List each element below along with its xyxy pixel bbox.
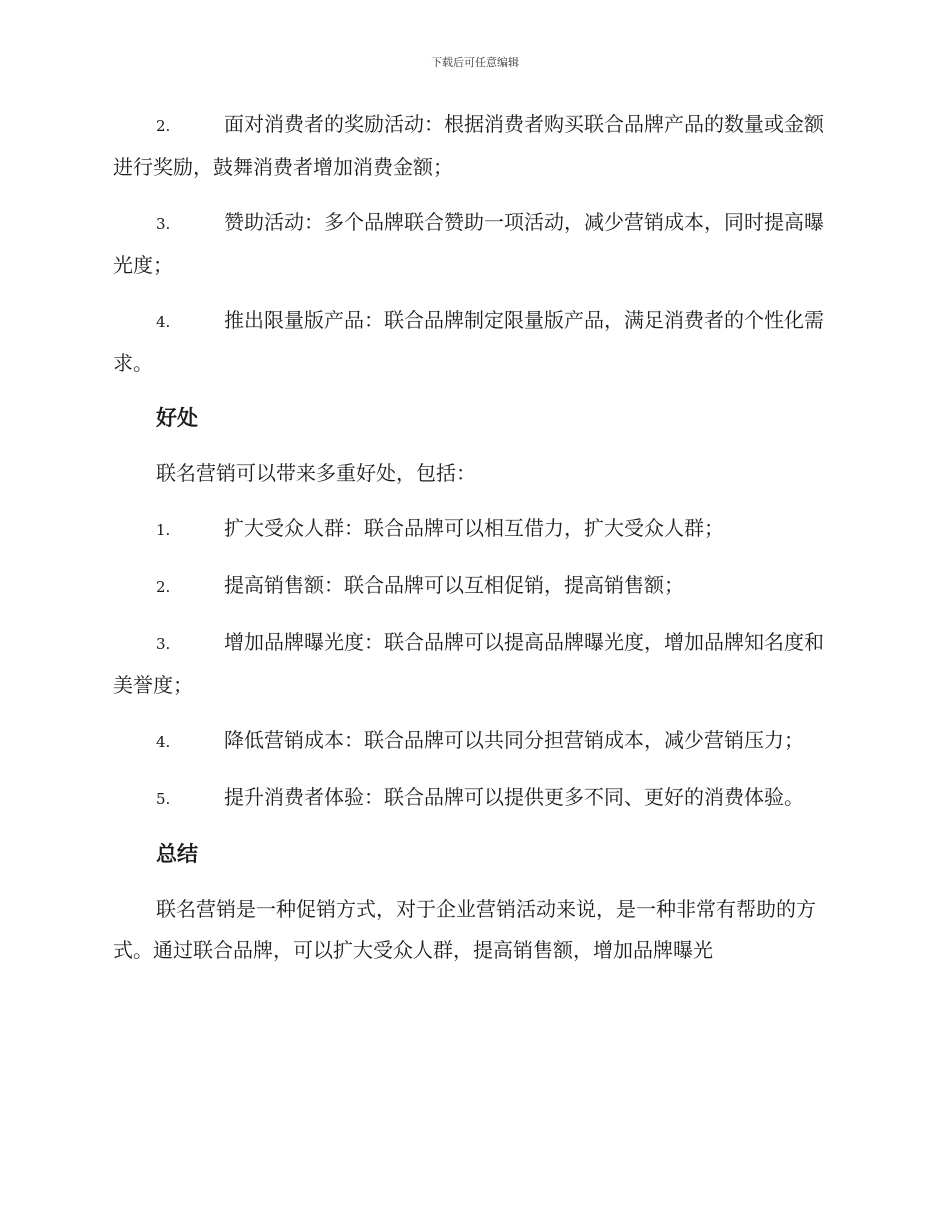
document-body xyxy=(113,104,835,985)
list-item xyxy=(113,777,835,820)
list-item-text: 赞助活动：多个品牌联合赞助一项活动，减少营销成本，同时提高曝光度； xyxy=(113,210,824,277)
summary-paragraph: 联名营销是一种促销方式，对于企业营销活动来说，是一种非常有帮助的方式。通过联合品牌，可以扩大受众人群，提高销售额，增加品牌曝光 xyxy=(113,897,816,962)
list-item-number: 4. xyxy=(156,313,171,331)
list-item xyxy=(113,104,835,188)
list-item-number: 3. xyxy=(156,215,171,233)
list-item-text: 推出限量版产品：联合品牌制定限量版产品，满足消费者的个性化需求。 xyxy=(113,308,824,375)
list-item-text: 面对消费者的奖励活动：根据消费者购买联合品牌产品的数量或金额进行奖励，鼓舞消费者增加消费金额； xyxy=(113,112,824,179)
list-item-number: 3. xyxy=(156,635,171,653)
benefits-intro: 联名营销可以带来多重好处，包括： xyxy=(156,461,476,485)
section-heading-benefits: 好处 xyxy=(156,406,198,430)
list-item xyxy=(113,720,835,763)
header-note: 下载后可任意编辑 xyxy=(431,56,519,69)
list-item-number: 5. xyxy=(156,790,171,808)
list-item xyxy=(113,565,835,608)
list-item-text: 扩大受众人群：联合品牌可以相互借力，扩大受众人群； xyxy=(224,516,724,540)
list-item-number: 4. xyxy=(156,733,171,751)
section-heading-summary: 总结 xyxy=(156,842,198,866)
list-item-text: 降低营销成本：联合品牌可以共同分担营销成本，减少营销压力； xyxy=(224,728,804,752)
list-item-number: 2. xyxy=(156,117,171,135)
list-item xyxy=(113,300,835,384)
list-item-text: 提高销售额：联合品牌可以互相促销，提高销售额； xyxy=(224,573,684,597)
list-item xyxy=(113,508,835,551)
list-item-text: 增加品牌曝光度：联合品牌可以提高品牌曝光度，增加品牌知名度和美誉度； xyxy=(113,630,824,697)
list-item xyxy=(113,202,835,286)
list-item xyxy=(113,622,835,706)
list-item-number: 2. xyxy=(156,578,171,596)
list-item-number: 1. xyxy=(156,521,171,539)
list-item-text: 提升消费者体验：联合品牌可以提供更多不同、更好的消费体验。 xyxy=(224,785,804,809)
